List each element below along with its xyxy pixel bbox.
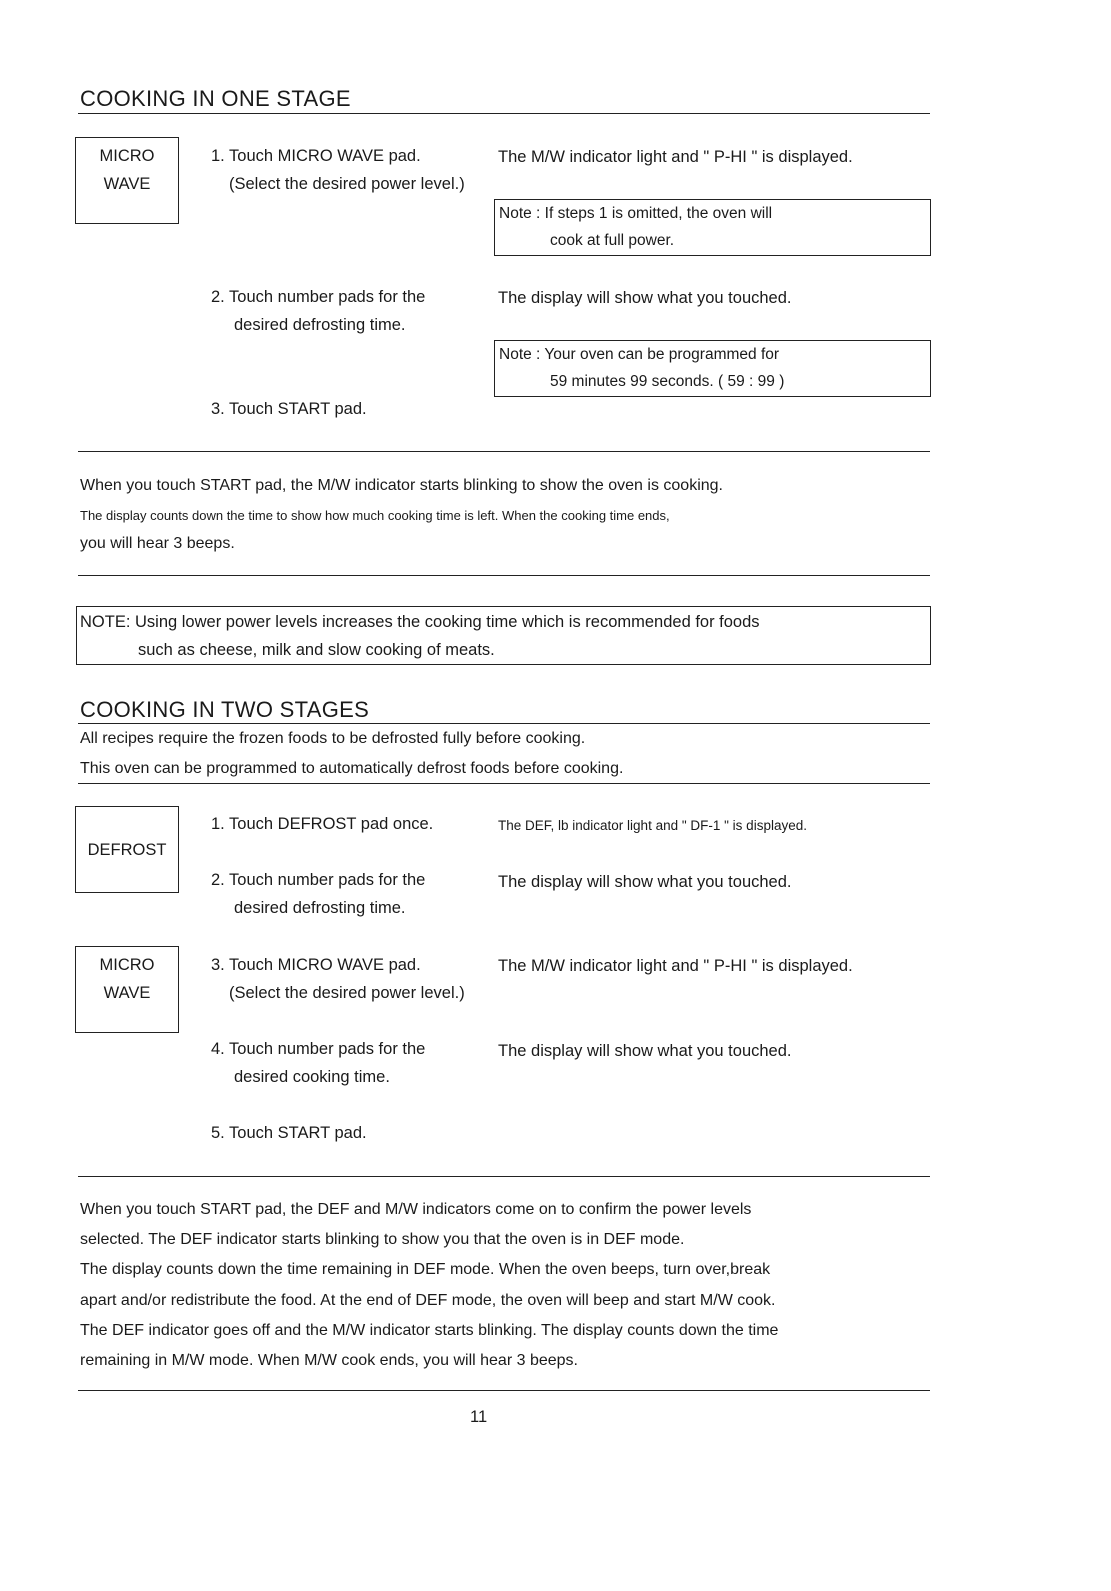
divider — [78, 1176, 930, 1177]
note-line: Note : Your oven can be programmed for — [499, 346, 780, 363]
step-3-text: 3. Touch START pad. — [211, 400, 367, 418]
paragraph-line: The display counts down the time remaining in DEF mode. When the oven beeps, turn over,break — [80, 1261, 771, 1278]
step-4-subtext: desired cooking time. — [234, 1068, 390, 1086]
step-1-text: 1. Touch MICRO WAVE pad. — [211, 147, 421, 165]
step-1-result: The DEF, lb indicator light and " DF-1 " is displayed. — [498, 818, 807, 833]
section-title-underline — [78, 113, 930, 114]
paragraph-line-small: The display counts down the time to show how much cooking time is left. When the cooking time ends, — [80, 508, 670, 523]
pad-label-line: DEFROST — [87, 840, 167, 859]
pad-label-line: MICRO — [99, 956, 155, 974]
note-line: Note : If steps 1 is omitted, the oven will — [499, 205, 773, 222]
divider — [78, 575, 930, 576]
note-box-program-time — [494, 340, 931, 397]
defrost-pad-box — [75, 806, 179, 893]
step-2-text: 2. Touch number pads for the — [211, 288, 426, 306]
step-3-subtext: (Select the desired power level.) — [229, 984, 465, 1002]
paragraph-line: The DEF indicator goes off and the M/W indicator starts blinking. The display counts down the time — [80, 1322, 779, 1339]
paragraph-line: you will hear 3 beeps. — [80, 535, 235, 552]
intro-line: This oven can be programmed to automatically defrost foods before cooking. — [80, 760, 624, 777]
step-2-subtext: desired defrosting time. — [234, 899, 406, 917]
step-2-text: 2. Touch number pads for the — [211, 871, 426, 889]
page-number: 11 — [470, 1408, 488, 1426]
step-3-text: 3. Touch MICRO WAVE pad. — [211, 956, 421, 974]
step-2-result: The display will show what you touched. — [498, 873, 792, 891]
intro-line: All recipes require the frozen foods to be defrosted fully before cooking. — [80, 730, 586, 747]
step-4-text: 4. Touch number pads for the — [211, 1040, 426, 1058]
section-title-one-stage: COOKING IN ONE STAGE — [80, 86, 351, 111]
step-1-text: 1. Touch DEFROST pad once. — [211, 815, 434, 833]
paragraph-line: remaining in M/W mode. When M/W cook ends, you will hear 3 beeps. — [80, 1352, 578, 1369]
divider — [78, 783, 930, 784]
micro-wave-pad-box — [75, 137, 179, 224]
pad-label-line: WAVE — [103, 984, 151, 1002]
paragraph-line: When you touch START pad, the DEF and M/W indicators come on to confirm the power levels — [80, 1201, 752, 1218]
pad-label-line: MICRO — [99, 147, 155, 165]
step-2-result: The display will show what you touched. — [498, 289, 792, 307]
note-box-steps-omitted — [494, 199, 931, 256]
note-line: 59 minutes 99 seconds. ( 59 : 99 ) — [550, 373, 785, 390]
paragraph-line: When you touch START pad, the M/W indicator starts blinking to show the oven is cooking. — [80, 477, 723, 494]
step-1-subtext: (Select the desired power level.) — [229, 175, 465, 193]
note-box-lower-power — [76, 606, 931, 665]
divider — [78, 1390, 930, 1391]
divider — [78, 451, 930, 452]
step-4-result: The display will show what you touched. — [498, 1042, 792, 1060]
step-5-text: 5. Touch START pad. — [211, 1124, 367, 1142]
step-2-subtext: desired defrosting time. — [234, 316, 406, 334]
section-title-two-stages: COOKING IN TWO STAGES — [80, 697, 370, 722]
paragraph-line: selected. The DEF indicator starts blinking to show you that the oven is in DEF mode. — [80, 1231, 685, 1248]
micro-wave-pad-box — [75, 946, 179, 1033]
step-3-result: The M/W indicator light and " P-HI " is displayed. — [498, 957, 853, 975]
pad-label-line: WAVE — [103, 175, 151, 193]
note-line: NOTE: Using lower power levels increases the cooking time which is recommended for foods — [80, 613, 760, 631]
note-line: cook at full power. — [550, 232, 675, 249]
note-line: such as cheese, milk and slow cooking of meats. — [138, 641, 495, 659]
paragraph-line: apart and/or redistribute the food. At the end of DEF mode, the oven will beep and start M/W cook. — [80, 1292, 776, 1309]
step-1-result: The M/W indicator light and " P-HI " is displayed. — [498, 148, 853, 166]
